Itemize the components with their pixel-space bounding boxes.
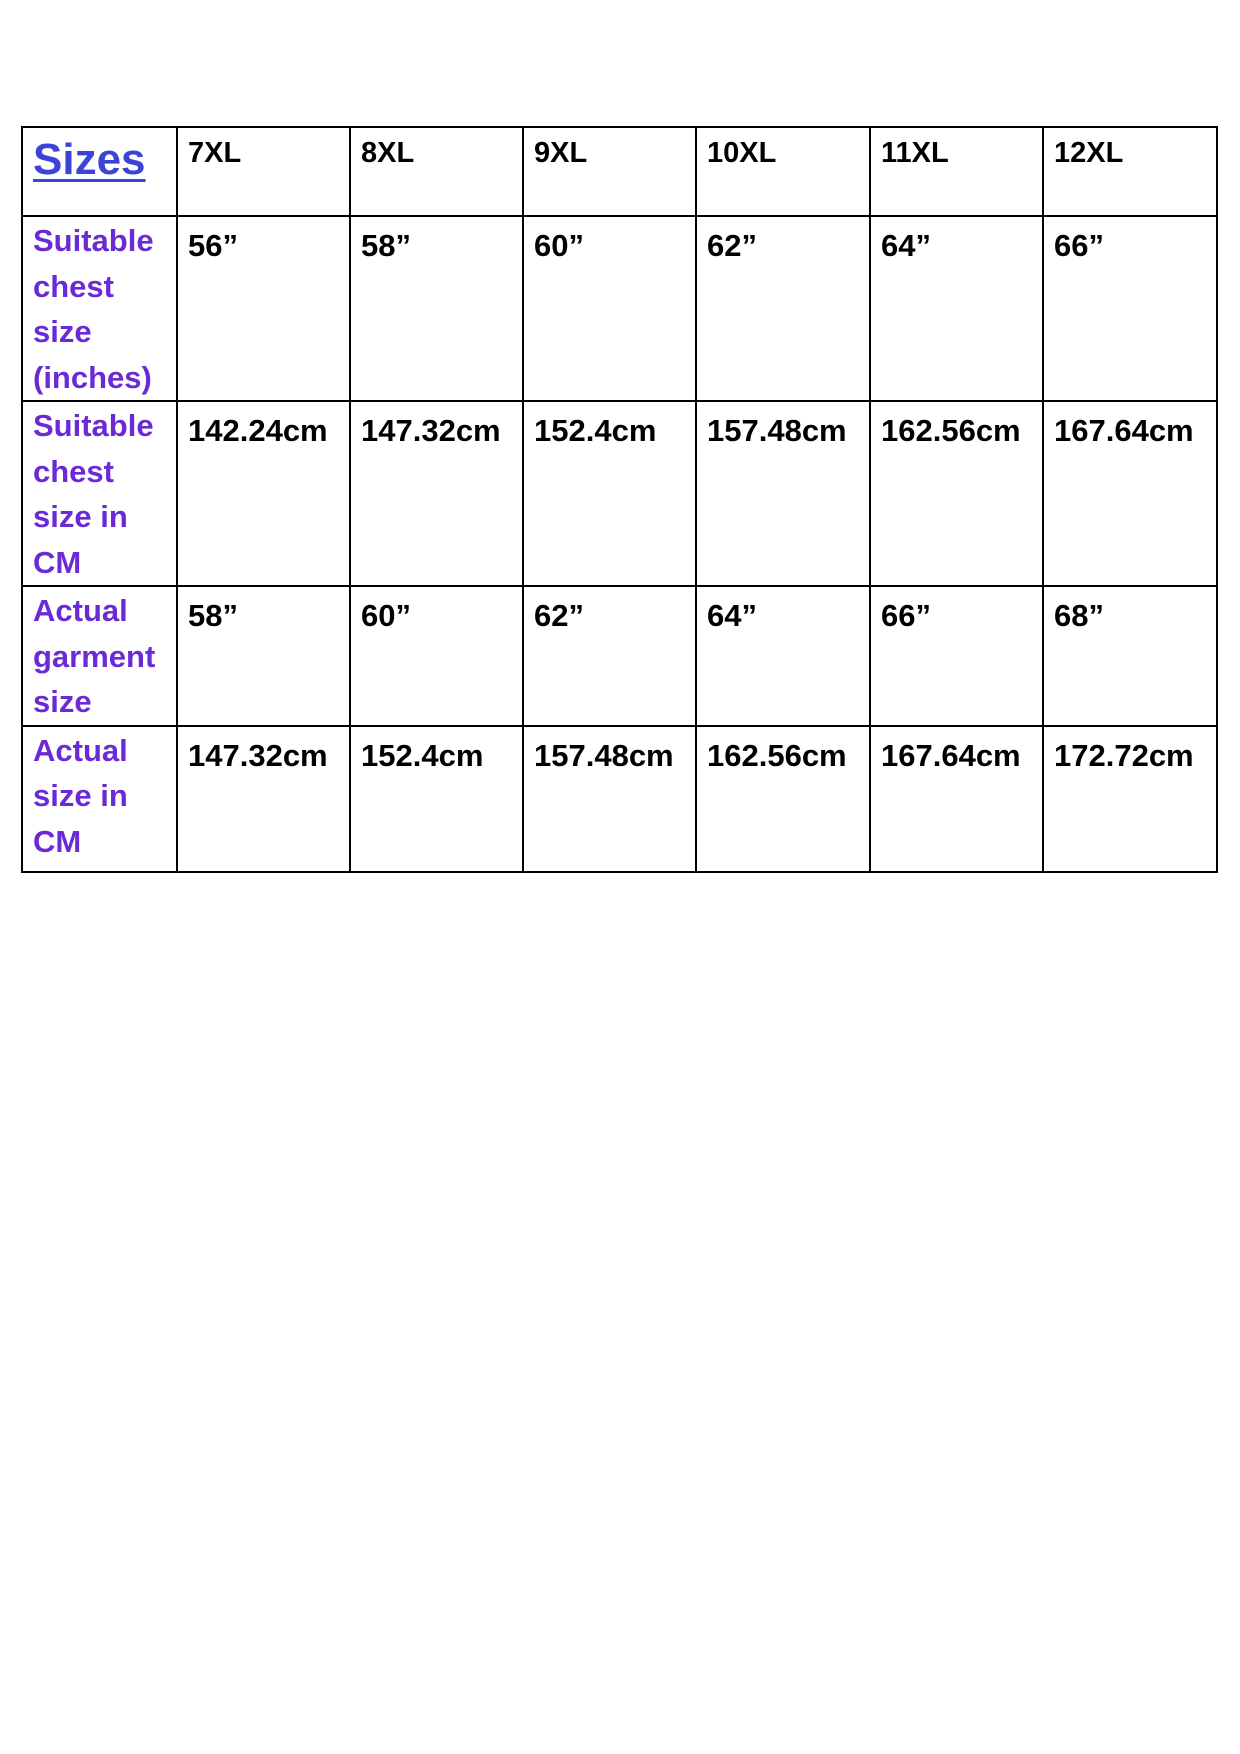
table-title-cell: [22, 127, 177, 216]
row-label: Suitable chest size in CM: [22, 401, 177, 586]
table-cell: 157.48cm: [523, 726, 696, 872]
table-cell: 56”: [177, 216, 350, 401]
table-cell: 167.64cm: [1043, 401, 1217, 586]
header-row: [22, 127, 1217, 216]
row-label: Actual garment size: [22, 586, 177, 726]
table-cell: 58”: [177, 586, 350, 726]
table-cell: 167.64cm: [870, 726, 1043, 872]
table-cell: 162.56cm: [870, 401, 1043, 586]
size-column-header: 11XL: [870, 127, 1043, 216]
size-column-header: 10XL: [696, 127, 870, 216]
table-cell: 172.72cm: [1043, 726, 1217, 872]
table-cell: 157.48cm: [696, 401, 870, 586]
size-column-header: 7XL: [177, 127, 350, 216]
table-cell: 66”: [1043, 216, 1217, 401]
table-cell: 58”: [350, 216, 523, 401]
table-cell: 64”: [696, 586, 870, 726]
table-cell: 147.32cm: [177, 726, 350, 872]
table-cell: 62”: [696, 216, 870, 401]
table-cell: 68”: [1043, 586, 1217, 726]
table-cell: 60”: [350, 586, 523, 726]
table-row: [22, 586, 1217, 726]
table-title: Sizes: [33, 135, 146, 184]
table-cell: 162.56cm: [696, 726, 870, 872]
table-cell: 62”: [523, 586, 696, 726]
table-cell: 147.32cm: [350, 401, 523, 586]
table-row: [22, 401, 1217, 586]
table-cell: 60”: [523, 216, 696, 401]
table-row: [22, 216, 1217, 401]
size-column-header: 9XL: [523, 127, 696, 216]
table-cell: 142.24cm: [177, 401, 350, 586]
table-cell: 64”: [870, 216, 1043, 401]
row-label: Suitable chest size (inches): [22, 216, 177, 401]
table-cell: 152.4cm: [350, 726, 523, 872]
table-cell: 152.4cm: [523, 401, 696, 586]
row-label: Actual size in CM: [22, 726, 177, 872]
size-column-header: 12XL: [1043, 127, 1217, 216]
size-column-header: 8XL: [350, 127, 523, 216]
size-chart-table: [21, 126, 1218, 873]
table-cell: 66”: [870, 586, 1043, 726]
table-row: [22, 726, 1217, 872]
